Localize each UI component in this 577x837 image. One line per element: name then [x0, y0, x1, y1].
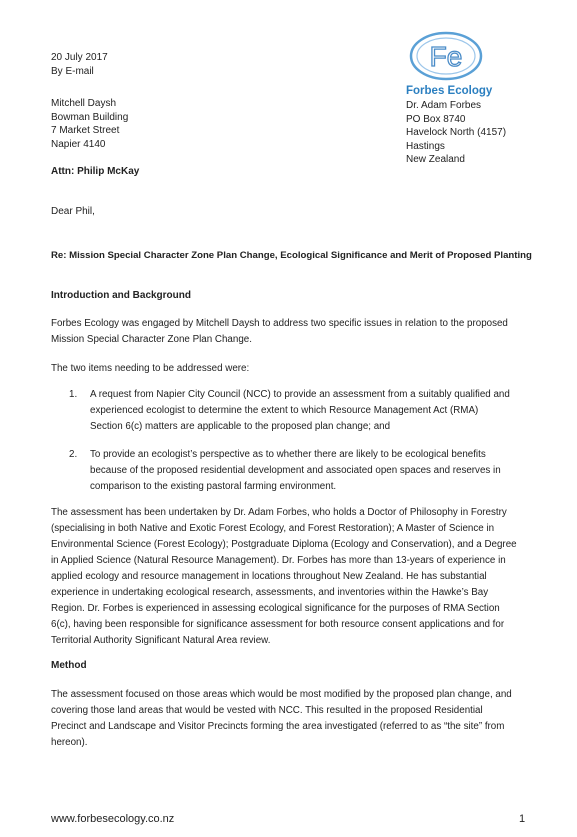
address-line: New Zealand: [406, 154, 465, 165]
attention-line: Attn: Philip McKay: [51, 166, 140, 177]
paragraph-method: [51, 687, 531, 751]
footer-website-link[interactable]: www.forbesecology.co.nz: [51, 813, 175, 825]
text-line: experience in undertaking ecological research, assessments, and inventories within the Hawke’s Bay: [51, 587, 489, 598]
heading-introduction: Introduction and Background: [51, 290, 191, 301]
text-line: in Applied Science (Natural Resource Management). Dr. Forbes has more than 13-years of experience in: [51, 555, 506, 566]
text-line: Precinct and Landscape and Visitor Precincts forming the area investigated (referred to as “the site” from: [51, 721, 505, 732]
list-number: 1.: [69, 389, 78, 400]
text-line: The assessment focused on those areas which would be most modified by the proposed plan change, and: [51, 689, 512, 700]
text-line: 6(c), having been responsible for significance assessment for both resource consent applications and for: [51, 619, 505, 630]
text-line: Mission Special Character Zone Plan Change.: [51, 334, 252, 345]
text-line: Section 6(c) matters are applicable to the proposed plan change; and: [90, 421, 391, 432]
org-name: Forbes Ecology: [406, 85, 493, 97]
text-line: hereon).: [51, 737, 88, 748]
text-line: comparison to the existing pastoral farming environment.: [90, 481, 337, 492]
delivery-method: By E-mail: [51, 65, 94, 77]
recipient-line: Mitchell Daysh: [51, 98, 117, 109]
text-line: experienced ecologist to determine the extent to which Resource Management Act (RMA): [90, 405, 479, 416]
letter-date: 20 July 2017: [51, 52, 108, 63]
date-block: [51, 51, 108, 78]
address-line: Havelock North (4157): [406, 127, 507, 138]
text-line: Territorial Authority Significant Natural Area review.: [51, 635, 271, 646]
text-line: (specialising in both Native and Exotic Forest Ecology, and Forest Restoration); A Master of Science in: [51, 523, 495, 534]
address-line: Hastings: [406, 140, 445, 152]
logo-ellipse-icon: [408, 30, 484, 82]
paragraph-qualifications: [51, 505, 531, 649]
paragraph-engagement: [51, 316, 531, 348]
text-line: applied ecology and resource management in locations throughout New Zealand. He has substantial: [51, 571, 487, 582]
address-line: Dr. Adam Forbes: [406, 100, 482, 111]
text-line: Environmental Science (Forest Ecology); Postgraduate Diploma (Ecology and Conservation), and a Degree: [51, 539, 517, 550]
subject-line: Re: Mission Special Character Zone Plan Change, Ecological Significance and Merit of Proposed Planting: [51, 250, 532, 261]
text-line: because of the proposed residential development and associated open spaces and reserves in: [90, 465, 501, 476]
recipient-line: Napier 4140: [51, 138, 106, 150]
heading-method: Method: [51, 660, 87, 671]
salutation: Dear Phil,: [51, 206, 95, 217]
page-number: 1: [519, 813, 526, 825]
sender-address: [406, 99, 506, 167]
recipient-line: Bowman Building: [51, 111, 129, 123]
logo-glyph: Fe: [429, 41, 463, 72]
text-line: To provide an ecologist’s perspective as to whether there are likely to be ecological benefits: [90, 449, 486, 460]
text-line: Region. Dr. Forbes is experienced in assessing ecological significance for the purposes of RMA Section: [51, 603, 500, 614]
recipient-line: 7 Market Street: [51, 125, 120, 136]
forbes-ecology-logo: [408, 30, 484, 82]
text-line: The assessment has been undertaken by Dr. Adam Forbes, who holds a Doctor of Philosophy in Forestry: [51, 507, 507, 518]
text-line: covering those land areas that would be vested with NCC. This resulted in the proposed Residential: [51, 705, 483, 716]
paragraph-items-intro: The two items needing to be addressed were:: [51, 363, 250, 374]
list-number: 2.: [69, 449, 78, 460]
text-line: A request from Napier City Council (NCC) to provide an assessment from a suitably qualified and: [90, 389, 510, 400]
address-line: PO Box 8740: [406, 113, 466, 125]
recipient-address: [51, 97, 128, 151]
text-line: Forbes Ecology was engaged by Mitchell Daysh to address two specific issues in relation to the proposed: [51, 318, 508, 329]
